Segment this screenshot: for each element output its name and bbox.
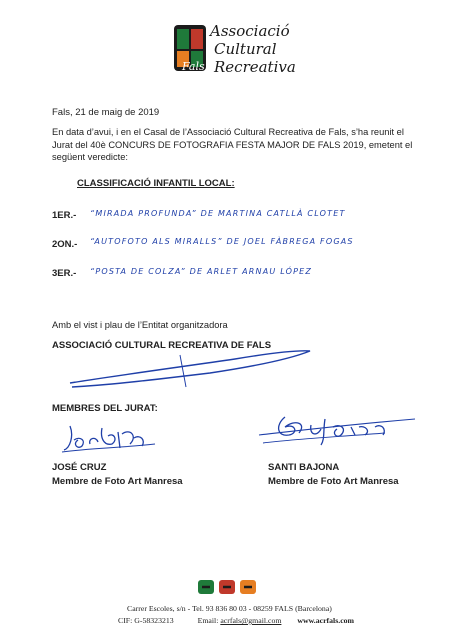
organization-name: ASSOCIACIÓ CULTURAL RECREATIVA DE FALS bbox=[52, 340, 272, 351]
result-entry: “POSTA DE COLZA” DE ARLET ARNAU LÓPEZ bbox=[90, 267, 313, 276]
footer-logo-icon bbox=[196, 578, 258, 596]
jury-name: SANTI BAJONA bbox=[268, 462, 340, 473]
result-place: 3ER.- bbox=[52, 268, 77, 279]
letter-date: Fals, 21 de maig de 2019 bbox=[52, 107, 160, 118]
result-entry: “MIRADA PROFUNDA” DE MARTINA CATLLÀ CLOTET bbox=[90, 209, 346, 218]
result-place: 1ER.- bbox=[52, 210, 77, 221]
jury-name: JOSÉ CRUZ bbox=[52, 462, 107, 473]
organization-signature bbox=[60, 345, 320, 395]
footer-address: Carrer Escoles, s/n - Tel. 93 836 80 03 - 08259 FALS (Barcelona) bbox=[127, 604, 332, 613]
intro-line: En data d’avui, i en el Casal de l’Associació Cultural Recreativa de Fals, s’ha reunit el bbox=[52, 127, 404, 137]
jury-role: Membre de Foto Art Manresa bbox=[268, 476, 399, 487]
logo-word-fals: Fals bbox=[182, 60, 205, 73]
logo-word-cultural: Cultural bbox=[214, 40, 277, 58]
intro-line: següent veredicte: bbox=[52, 152, 128, 162]
footer-cif: CIF: G-58323213 bbox=[118, 616, 174, 625]
footer-email-label: Email: bbox=[197, 616, 219, 625]
logo-word-associacio: Associació bbox=[210, 22, 290, 40]
intro-line: Jurat del 40è CONCURS DE FOTOGRAFIA FESTA MAJOR DE FALS 2019, emetent el bbox=[52, 139, 413, 150]
footer-email-link[interactable]: acrfals@gmail.com bbox=[220, 616, 282, 625]
approval-text: Amb el vist i plau de l’Entitat organitzadora bbox=[52, 320, 228, 330]
letter-intro bbox=[52, 126, 432, 164]
footer-contact bbox=[118, 616, 354, 625]
signature-santi-bajona bbox=[255, 405, 425, 453]
jury-title: MEMBRES DEL JURAT: bbox=[52, 403, 158, 414]
classification-title: CLASSIFICACIÓ INFANTIL LOCAL: bbox=[77, 178, 235, 189]
logo-word-recreativa: Recreativa bbox=[214, 58, 296, 76]
header-logo bbox=[172, 22, 312, 82]
result-place: 2ON.- bbox=[52, 239, 78, 250]
signature-jose-cruz bbox=[60, 418, 160, 458]
jury-role: Membre de Foto Art Manresa bbox=[52, 476, 183, 487]
result-entry: “AUTOFOTO ALS MIRALLS” DE JOEL FÀBREGA FOGAS bbox=[90, 237, 354, 246]
footer-web-link[interactable]: www.acrfals.com bbox=[297, 616, 355, 625]
